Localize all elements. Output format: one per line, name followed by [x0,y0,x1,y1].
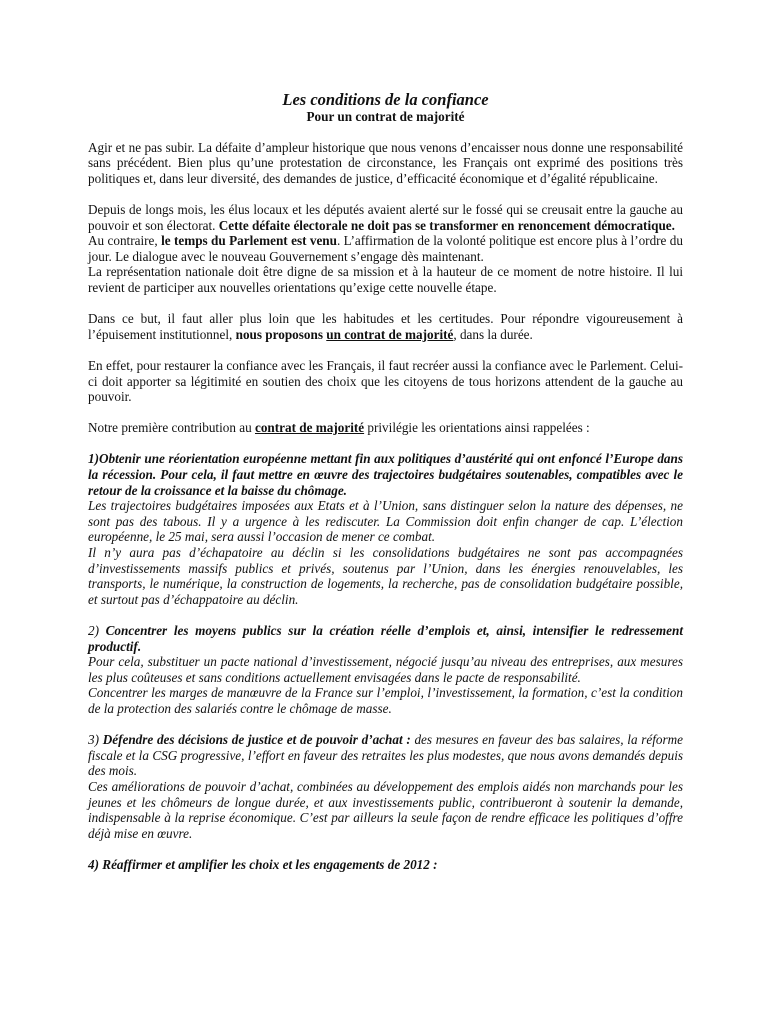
intro-paragraph-5-bold: nous proposons [235,326,327,342]
intro-paragraph-3-lead: Au contraire, [88,233,162,249]
section-2-body-2: Concentrer les marges de manœuvre de la France sur l’emploi, l’investissement, la formation, c’est la condition de la protection des salariés contre le chômage de masse. [88,685,683,716]
intro-paragraph-6: En effet, pour restaurer la confiance avec les Français, il faut recréer aussi la confiance avec le Parlement. Celui-ci doit apporter sa légitimité en soutien des choix que les citoyens de tous horizons attendent de la gauche au pouvoir. [88,357,683,405]
document-subtitle: Pour un contrat de majorité [306,109,465,124]
intro-paragraph-5-rest: , dans la durée. [453,326,533,342]
document-title: Les conditions de la confiance [282,90,489,109]
section-2-heading [88,623,683,654]
intro-paragraph-4: La représentation nationale doit être digne de sa mission et à la hauteur de ce moment de notre histoire. Il lui revient de participer aux nouvelles orientations qu’exige cette nouvelle étape. [88,264,683,295]
intro-paragraph-7-underlined: contrat de majorité [254,420,365,436]
intro-paragraph-7-lead: Notre première contribution au [88,420,255,436]
intro-paragraph-5-underlined: un contrat de majorité [326,326,454,342]
intro-paragraph-2 [88,202,683,233]
intro-paragraph-7-rest: privilégie les orientations ainsi rappelées : [364,420,590,436]
section-2-number: 2) [88,623,106,638]
intro-paragraph-5-lead: Dans ce but, il faut aller plus loin que les habitudes et les certitudes. Pour répondre vigoureusement à l’épuisement institutionnel, [88,311,683,342]
section-2-heading-text: Concentrer les moyens publics sur la création réelle d’emplois et, ainsi, intensifier le redressement productif. [88,623,683,654]
section-3-number: 3) [88,732,103,748]
section-3-body-1: des mesures en faveur des bas salaires, la réforme fiscale et la CSG progressive, l’effort en faveur des retraites les plus modestes, que nous avons demandés depuis des mois. [88,732,683,779]
intro-paragraph-3 [88,233,683,264]
section-1-body-1: Les trajectoires budgétaires imposées aux Etats et à l’Union, sans distinguer selon la nature des dépenses, ne sont pas des tabous. Il y a urgence à les rediscuter. La Commission doit enfin changer de cap. L’élection européenne, le 25 mai, sera aussi l’occasion de mener ce combat. [88,498,683,545]
intro-paragraph-5 [88,311,683,342]
intro-paragraph-2-text: Depuis de longs mois, les élus locaux et les députés avaient alerté sur le fossé qui se creusait entre la gauche au pouvoir et son électorat. [88,201,683,233]
intro-paragraph-3-bold: le temps du Parlement est venu [161,233,337,249]
section-1-body-2: Il n’y aura pas d’échapatoire au déclin si les consolidations budgétaires ne sont pas accompagnées d’investissements massifs publics et privés, soutenus par l’Union, dans les énergies renouvelables, les transports, le numérique, la construction de logements, la recherche, pas de consolidation budgétaire possible, et surtout pas d’échappatoire au déclin. [88,545,683,607]
intro-paragraph-7 [88,420,683,436]
intro-paragraph-2-bold: Cette défaite électorale ne doit pas se transformer en renoncement démocratique. [218,217,675,233]
section-3-paragraph [88,732,683,779]
section-4-heading: 4) Réaffirmer et amplifier les choix et les engagements de 2012 : [88,856,438,872]
section-2-body-1: Pour cela, substituer un pacte national d’investissement, négocié jusqu’au niveau des entreprises, aux mesures les plus coûteuses et sans conditions actuellement envisagées dans le pacte de responsabilité. [88,654,683,685]
intro-paragraph-1: Agir et ne pas subir. La défaite d’ampleur historique que nous venons d’encaisser nous donne une responsabilité sans précédent. Bien plus qu’une protestation de circonstance, les Français ont exprimé des positions très politiques et, dans leur diversité, des demandes de justice, d’efficacité économique et d’égalité républicaine. [88,139,683,186]
section-1-heading: 1)Obtenir une réorientation européenne mettant fin aux politiques d’austérité qui ont enfoncé l’Europe dans la récession. Pour cela, il faut mettre en œuvre des trajectoires budgétaires soutenables, compatibles avec le retour de la croissance et la baisse du chômage. [88,451,683,498]
section-3-heading-text: Défendre des décisions de justice et de pouvoir d’achat : [102,732,411,748]
section-3-body-2: Ces améliorations de pouvoir d’achat, combinées au développement des emplois aidés non marchands pour les jeunes et les chômeurs de longue durée, et aux investissements public, contribueront à soutenir la demande, indispensable à la reprise économique. C’est par ailleurs la seule façon de rendre efficace les politiques d’offre déjà mise en œuvre. [88,778,683,841]
intro-paragraph-3-rest: . L’affirmation de la volonté politique est encore plus à l’ordre du jour. Le dialogue avec le nouveau Gouvernement s’engage dès maintenant. [88,233,683,264]
